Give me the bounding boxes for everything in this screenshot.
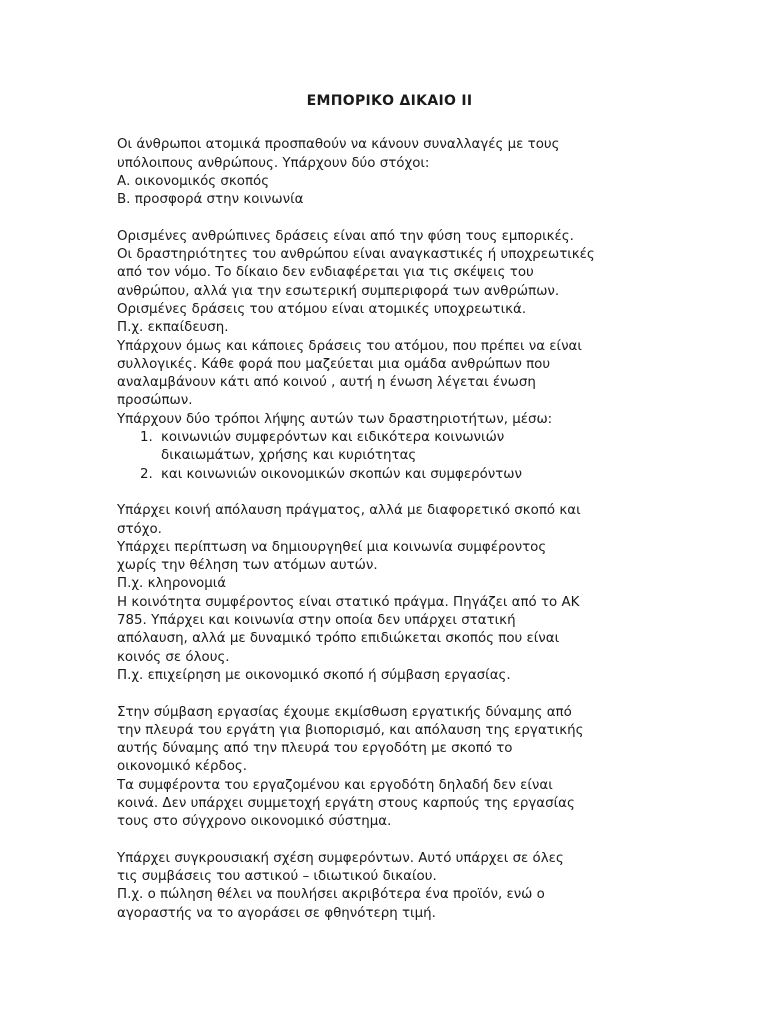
text-line: Π.χ. εκπαίδευση.	[117, 320, 229, 336]
list-item	[117, 429, 662, 466]
text-line: από τον νόμο. Το δίκαιο δεν ενδιαφέρεται για τις σκέψεις του	[117, 265, 534, 281]
text-line: Η κοινότητα συμφέροντος είναι στατικό πράγμα. Πηγάζει από το ΑΚ	[117, 594, 580, 610]
text-line: δικαιωμάτων, χρήσης και κυριότητας	[161, 448, 417, 464]
text-line: κοινωνιών συμφερόντων και ειδικότερα κοινωνιών	[161, 430, 505, 446]
text-line: οικονομικό κέρδος.	[117, 759, 248, 775]
text-line: Υπάρχει συγκρουσιακή σχέση συμφερόντων. Αυτό υπάρχει σε όλες	[117, 850, 564, 866]
text-line: Οι δραστηριότητες του ανθρώπου είναι αναγκαστικές ή υποχρεωτικές	[117, 247, 595, 263]
text-line: Π.χ. κληρονομιά	[117, 576, 227, 592]
text-line: κοινός σε όλους.	[117, 649, 230, 665]
paragraph-2	[117, 228, 662, 484]
text-line: και κοινωνιών οικονομικών σκοπών και συμφερόντων	[161, 466, 522, 482]
document-page	[117, 92, 662, 941]
text-line: Ορισμένες ανθρώπινες δράσεις είναι από την φύση τους εμπορικές.	[117, 228, 574, 244]
paragraph-4	[117, 704, 662, 832]
text-line: Υπάρχουν όμως και κάποιες δράσεις του ατόμου, που πρέπει να είναι	[117, 338, 582, 354]
text-line: ανθρώπου, αλλά για την εσωτερική συμπεριφορά των ανθρώπων.	[117, 283, 560, 299]
text-line: χωρίς την θέληση των ατόμων αυτών.	[117, 558, 378, 574]
text-line: Π.χ. ο πώληση θέλει να πουλήσει ακριβότερα ένα προϊόν, ενώ ο	[117, 887, 545, 903]
document-title: ΕΜΠΟΡΙΚΟ ΔΙΚΑΙΟ ΙΙ	[306, 93, 473, 109]
text-line: συλλογικές. Κάθε φορά που μαζεύεται μια ομάδα ανθρώπων που	[117, 356, 551, 372]
text-line: Οι άνθρωποι ατομικά προσπαθούν να κάνουν συναλλαγές με τους	[117, 137, 560, 153]
text-line: Υπάρχουν δύο τρόποι λήψης αυτών των δραστηριοτήτων, μέσω:	[117, 411, 553, 427]
text-line: κοινά. Δεν υπάρχει συμμετοχή εργάτη στους καρπούς της εργασίας	[117, 795, 575, 811]
text-line: Στην σύμβαση εργασίας έχουμε εκμίσθωση εργατικής δύναμης από	[117, 704, 572, 720]
text-line: τις συμβάσεις του αστικού – ιδιωτικού δικαίου.	[117, 869, 437, 885]
text-line: Π.χ. επιχείρηση με οικονομικό σκοπό ή σύμβαση εργασίας.	[117, 667, 511, 683]
text-line: αγοραστής να το αγοράσει σε φθηνότερη τιμή.	[117, 905, 436, 921]
text-line: Α. οικονομικός σκοπός	[117, 173, 270, 189]
paragraph-3	[117, 502, 662, 685]
text-line: Υπάρχει κοινή απόλαυση πράγματος, αλλά με διαφορετικό σκοπό και	[117, 503, 581, 519]
text-line: απόλαυση, αλλά με δυναμικό τρόπο επιδιώκεται σκοπός που είναι	[117, 631, 560, 647]
paragraph-5	[117, 850, 662, 923]
text-line: αυτής δύναμης από την πλευρά του εργοδότη με σκοπό το	[117, 741, 513, 757]
list-marker: 2.	[140, 466, 153, 482]
text-line: προσώπων.	[117, 393, 193, 409]
text-line: στόχο.	[117, 521, 162, 537]
text-line: Τα συμφέροντα του εργαζομένου και εργοδότη δηλαδή δεν είναι	[117, 777, 553, 793]
text-line: Ορισμένες δράσεις του ατόμου είναι ατομικές υποχρεωτικά.	[117, 301, 527, 317]
text-line: τους στο σύγχρονο οικονομικό σύστημα.	[117, 814, 392, 830]
text-line: υπόλοιπους ανθρώπους. Υπάρχουν δύο στόχοι:	[117, 155, 430, 171]
text-line: αναλαμβάνουν κάτι από κοινού , αυτή η ένωση λέγεται ένωση	[117, 375, 536, 391]
text-line: την πλευρά του εργάτη για βιοπορισμό, και απόλαυση της εργατικής	[117, 722, 584, 738]
list-item	[117, 466, 662, 484]
list-marker: 1.	[140, 430, 153, 446]
text-line: Β. προσφορά στην κοινωνία	[117, 192, 304, 208]
paragraph-1	[117, 136, 662, 209]
text-line: Υπάρχει περίπτωση να δημιουργηθεί μια κοινωνία συμφέροντος	[117, 539, 547, 555]
text-line: 785. Υπάρχει και κοινωνία στην οποία δεν υπάρχει στατική	[117, 613, 516, 629]
numbered-list	[117, 429, 662, 484]
